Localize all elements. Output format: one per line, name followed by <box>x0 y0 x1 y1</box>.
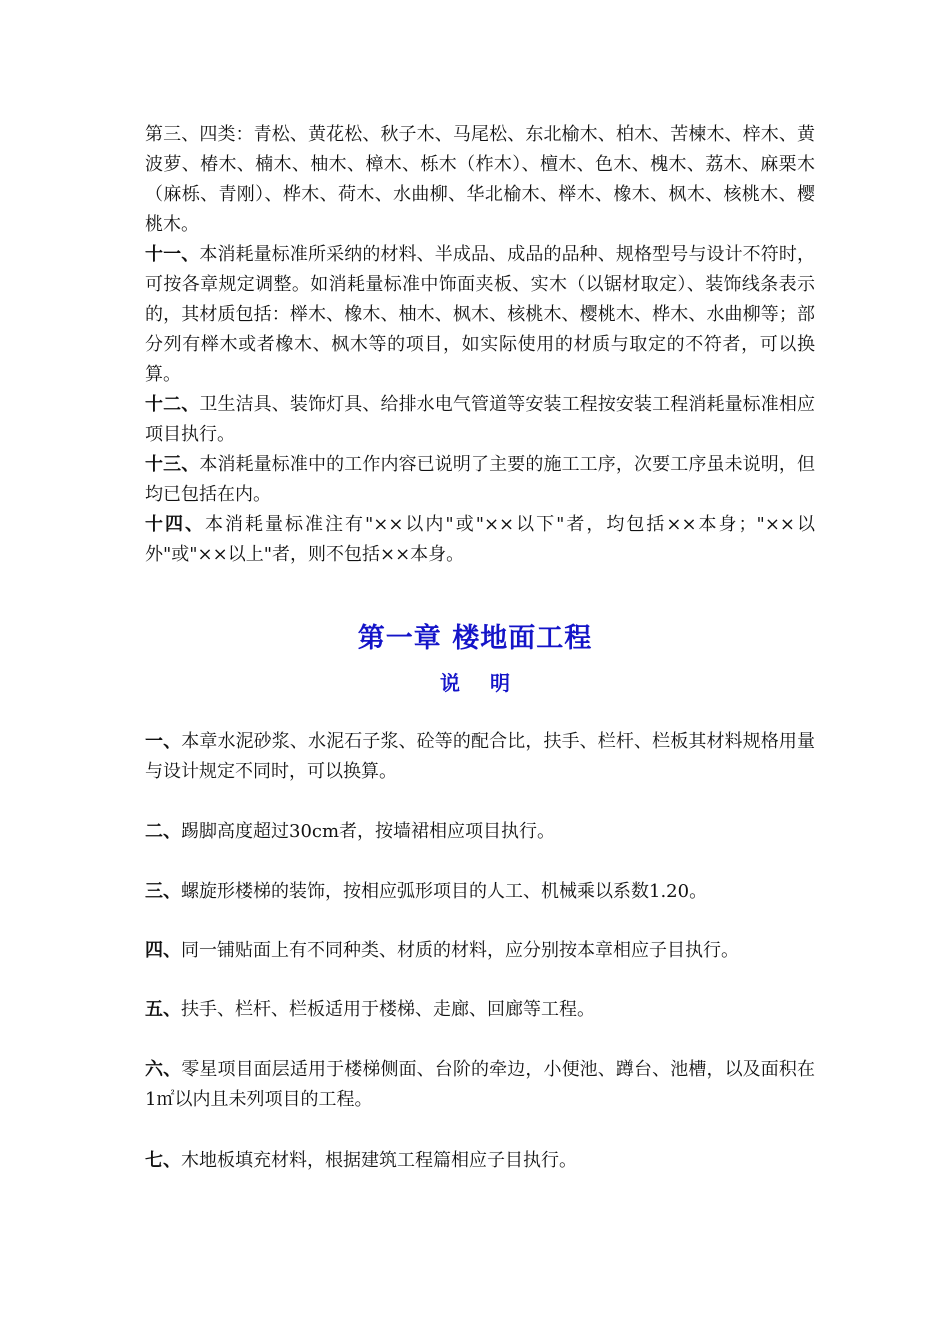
item-number: 五、 <box>145 999 181 1020</box>
item-text: 螺旋形楼梯的装饰，按相应弧形项目的人工、机械乘以系数1.20。 <box>181 881 708 902</box>
item-text: 零星项目面层适用于楼梯侧面、台阶的牵边，小便池、蹲台、池槽，以及面积在1㎡以内且未列项目的工程。 <box>145 1059 816 1110</box>
paragraph-number: 十一、 <box>145 244 200 265</box>
section-title: 说明 <box>440 671 540 695</box>
paragraph-number: 十三、 <box>145 454 200 475</box>
item-5 <box>145 995 815 1025</box>
item-text: 踢脚高度超过30cm者，按墙裙相应项目执行。 <box>181 821 556 842</box>
paragraph-text: 本消耗量标准中的工作内容已说明了主要的施工工序，次要工序虽未说明，但均已包括在内。 <box>145 454 816 505</box>
item-number: 七、 <box>145 1150 181 1171</box>
item-4 <box>145 936 815 966</box>
item-text: 本章水泥砂浆、水泥石子浆、砼等的配合比，扶手、栏杆、栏板其材料规格用量与设计规定不同时，可以换算。 <box>145 731 816 782</box>
item-text: 同一铺贴面上有不同种类、材质的材料，应分别按本章相应子目执行。 <box>181 940 739 961</box>
paragraph-number: 十四、 <box>145 514 205 535</box>
chapter-title: 第一章 楼地面工程 <box>357 623 593 654</box>
paragraph-number: 十二、 <box>145 394 200 415</box>
item-number: 四、 <box>145 940 181 961</box>
item-number: 六、 <box>145 1059 182 1080</box>
paragraph-text: 卫生洁具、装饰灯具、给排水电气管道等安装工程按安装工程消耗量标准相应项目执行。 <box>145 394 816 445</box>
item-7 <box>145 1146 815 1176</box>
item-number: 一、 <box>145 731 182 752</box>
paragraph-12 <box>145 390 815 450</box>
paragraph-text: 本消耗量标准所采纳的材料、半成品、成品的品种、规格型号与设计不符时，可按各章规定调整。如消耗量标准中饰面夹板、实木（以锯材取定）、装饰线条表示的，其材质包括：榉木、橡木、柚木、枫木、核桃木、樱桃木、桦木、水曲柳等；部分列有榉木或者橡木、枫木等的项目，如实际使用的材质与取定的不符者，可以换算。 <box>145 244 816 385</box>
item-number: 二、 <box>145 821 181 842</box>
item-6 <box>145 1055 815 1115</box>
item-1 <box>145 727 815 787</box>
item-text: 木地板填充材料，根据建筑工程篇相应子目执行。 <box>181 1150 577 1171</box>
paragraph-text: 本消耗量标准注有"××以内"或"××以下"者，均包括××本身；"××以外"或"××以上"者，则不包括××本身。 <box>145 514 815 565</box>
paragraph-wood-class-3-4 <box>145 120 815 240</box>
intro-paragraphs <box>145 120 815 570</box>
item-2 <box>145 817 815 847</box>
paragraph-14 <box>145 510 815 570</box>
paragraph-13 <box>145 450 815 510</box>
paragraph-11 <box>145 240 815 390</box>
item-3 <box>145 877 815 907</box>
item-number: 三、 <box>145 881 181 902</box>
paragraph-text: 第三、四类：青松、黄花松、秋子木、马尾松、东北榆木、柏木、苦楝木、梓木、黄波萝、椿木、楠木、柚木、樟木、栎木（柞木）、檀木、色木、槐木、荔木、麻栗木（麻栎、青刚）、桦木、荷木、水曲柳、华北榆木、榉木、橡木、枫木、核桃木、樱桃木。 <box>145 124 815 235</box>
item-text: 扶手、栏杆、栏板适用于楼梯、走廊、回廊等工程。 <box>181 999 595 1020</box>
